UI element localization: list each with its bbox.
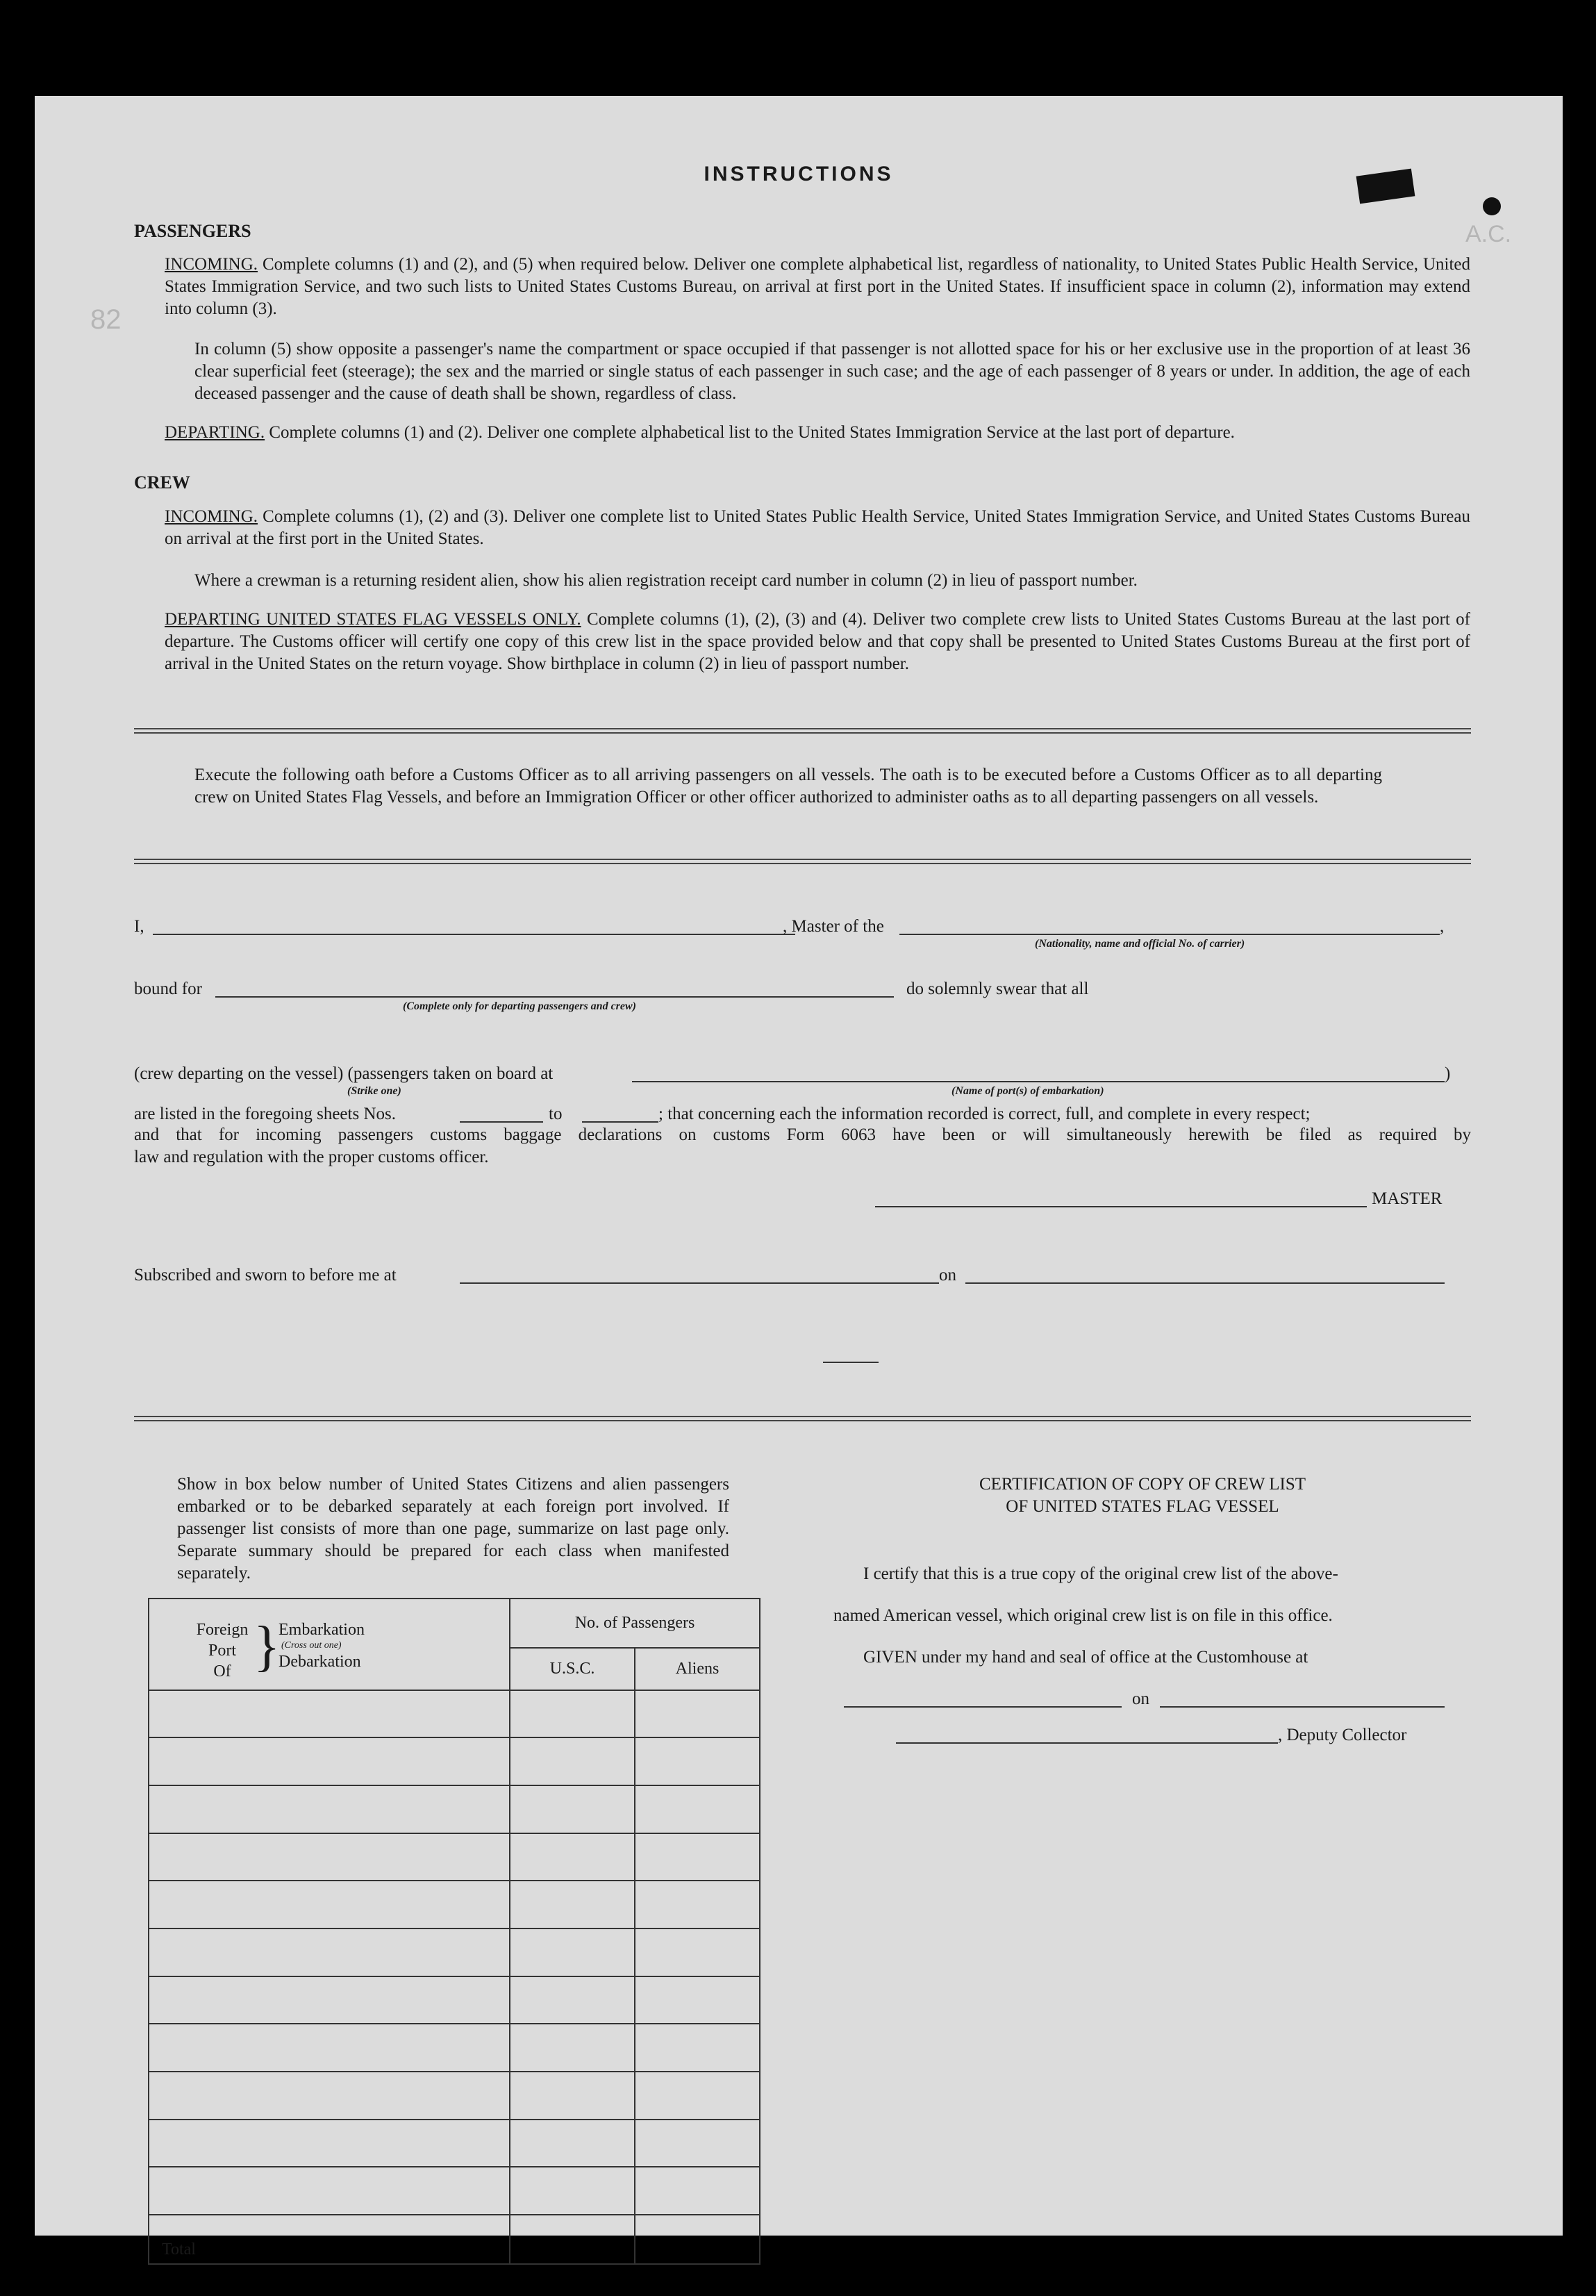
port-cell[interactable]	[149, 1929, 510, 1976]
section-divider	[134, 728, 1471, 734]
usc-cell[interactable]	[510, 1690, 635, 1738]
certification-on: on	[1132, 1690, 1149, 1708]
complete-only-hint: (Complete only for departing passengers and crew)	[403, 1000, 636, 1012]
certification-title-2: OF UNITED STATES FLAG VESSEL	[1006, 1497, 1279, 1516]
section-divider	[134, 1416, 1471, 1421]
usc-cell[interactable]	[510, 1833, 635, 1881]
port-cell[interactable]	[149, 1690, 510, 1738]
summary-row	[149, 2024, 760, 2072]
usc-cell[interactable]	[510, 2167, 635, 2215]
passengers-departing-label: DEPARTING.	[165, 423, 265, 442]
sworn-at-field[interactable]	[460, 1282, 939, 1284]
summary-row	[149, 2120, 760, 2167]
bleed-through-mark: 82	[90, 304, 122, 335]
foreign-label: Foreign	[196, 1620, 249, 1639]
of-label: Of	[213, 1662, 231, 1680]
master-name-field[interactable]	[153, 934, 795, 935]
usc-cell[interactable]	[510, 1929, 635, 1976]
crew-incoming-body: Complete columns (1), (2) and (3). Deliver one complete list to United States Public Health Service, United States Immigration Service, and United States Customs Bureau on arrival at the first port in the United States.	[165, 507, 1470, 548]
certification-line2: named American vessel, which original crew list is on file in this office.	[833, 1606, 1333, 1625]
sheet-from-field[interactable]	[460, 1121, 543, 1123]
certification-title-1: CERTIFICATION OF COPY OF CREW LIST	[979, 1475, 1306, 1494]
listed-rest: ; that concerning each the information recorded is correct, full, and complete in every respect;	[658, 1105, 1311, 1123]
passengers-departing-body: Complete columns (1) and (2). Deliver one complete alphabetical list to the United States Immigration Service at the last port of departure.	[269, 423, 1235, 442]
aliens-cell[interactable]	[635, 1881, 760, 1929]
passengers-incoming-body: Complete columns (1) and (2), and (5) when required below. Deliver one complete alphabetical list, regardless of nationality, to United States Public Health Service, United States Immigration Service, and two such lists to United States Customs Bureau, on arrival at first port in the United States. If insufficient space in column (2), information may extend into column (3).	[165, 255, 1471, 318]
port-header-cell	[149, 1599, 510, 1690]
sworn-on-field[interactable]	[965, 1282, 1445, 1284]
usc-cell[interactable]	[510, 1881, 635, 1929]
passengers-incoming-label: INCOMING.	[165, 255, 258, 274]
total-label: Total	[149, 2215, 510, 2264]
port-label: Port	[208, 1641, 236, 1660]
nationality-hint: (Nationality, name and official No. of carrier)	[1035, 938, 1245, 950]
strike-one-hint: (Strike one)	[347, 1085, 401, 1097]
embark-debark	[279, 1619, 365, 1672]
listed-line2: and that for incoming passengers customs baggage declarations on customs Form 6063 have been or will simultaneously herewith be filed as required by	[134, 1125, 1471, 1144]
bleed-through-mark: A.C.	[1465, 221, 1512, 247]
usc-cell[interactable]	[510, 1785, 635, 1833]
crew-departing-body: Complete columns (1), (2), (3) and (4). Deliver two complete crew lists to United States Customs Bureau at the last port of departure. The Customs officer will certify one copy of this crew list in the space provided below and that copy shall be presented to United States Customs Bureau at the first port of arrival in the United States on the return voyage. Show birthplace in column (2) in lieu of passport number.	[165, 610, 1470, 673]
certification-line1: I certify that this is a true copy of the original crew list of the above-	[863, 1564, 1338, 1583]
summary-row	[149, 1833, 760, 1881]
listed-line3: law and regulation with the proper customs officer.	[134, 1148, 489, 1166]
crew-departing-label: DEPARTING UNITED STATES FLAG VESSELS ONLY.	[165, 610, 581, 629]
certification-date-field[interactable]	[1160, 1706, 1445, 1708]
aliens-cell[interactable]	[635, 2072, 760, 2120]
aliens-cell[interactable]	[635, 1929, 760, 1976]
summary-row	[149, 1690, 760, 1738]
sworn-on-label: on	[939, 1266, 956, 1285]
listed-prefix: are listed in the foregoing sheets Nos.	[134, 1105, 396, 1123]
aliens-cell[interactable]	[635, 2024, 760, 2072]
aliens-cell[interactable]	[635, 2167, 760, 2215]
port-cell[interactable]	[149, 1785, 510, 1833]
listed-to: to	[549, 1105, 563, 1123]
aliens-header: Aliens	[635, 1648, 760, 1690]
port-cell[interactable]	[149, 1833, 510, 1881]
passengers-heading: PASSENGERS	[134, 221, 251, 241]
page-title: INSTRUCTIONS	[704, 163, 894, 185]
port-cell[interactable]	[149, 2120, 510, 2167]
crew-departing-text	[165, 609, 1470, 675]
aliens-cell[interactable]	[635, 1833, 760, 1881]
crew-incoming-label: INCOMING.	[165, 507, 258, 526]
aliens-cell[interactable]	[635, 1737, 760, 1785]
bound-for-label: bound for	[134, 980, 202, 998]
aliens-cell[interactable]	[635, 2120, 760, 2167]
swear-text: do solemnly swear that all	[906, 980, 1089, 998]
summary-row	[149, 1929, 760, 1976]
carrier-field[interactable]	[899, 934, 1440, 935]
document-sheet	[35, 96, 1563, 2258]
section-divider	[134, 859, 1471, 864]
passengers-departing-text	[165, 422, 1470, 444]
column5-text: In column (5) show opposite a passenger's name the compartment or space occupied if that passenger is not allotted space for his or her exclusive use in the proportion of at least 36 clear superficial feet (steerage); the sex and the married or single status of each passenger in such case; and the age of each passenger of 8 years or under. In addition, the age of each deceased passenger and the cause of death shall be shown, regardless of class.	[194, 340, 1470, 403]
summary-row	[149, 1881, 760, 1929]
ports-hint: (Name of port(s) of embarkation)	[951, 1085, 1104, 1097]
debarkation-label: Debarkation	[279, 1652, 361, 1671]
port-cell[interactable]	[149, 1976, 510, 2024]
total-aliens-cell[interactable]	[635, 2215, 760, 2264]
usc-cell[interactable]	[510, 2120, 635, 2167]
foreign-port-of	[191, 1619, 253, 1682]
crew-heading: CREW	[134, 472, 190, 493]
summary-text: Show in box below number of United States Citizens and alien passengers embarked or to be debarked separately at each foreign port involved. If passenger list consists of more than one page, summarize on last page only. Separate summary should be prepared for each class when manifested separately.	[177, 1475, 729, 1583]
passengers-incoming-text	[165, 254, 1470, 320]
passenger-summary-table	[148, 1598, 760, 2265]
customhouse-field[interactable]	[844, 1706, 1122, 1708]
comma: ,	[1440, 917, 1445, 936]
usc-cell[interactable]	[510, 1737, 635, 1785]
brace: }	[253, 1615, 281, 1677]
oath-intro: Execute the following oath before a Customs Officer as to all arriving passengers on all vessels. The oath is to be executed before a Customs Officer as to all departing crew on United States Flag Vessels, and before an Immigration Officer or other officer authorized to administer oaths as to all departing passengers on all vessels.	[194, 766, 1382, 807]
usc-cell[interactable]	[510, 2072, 635, 2120]
port-cell[interactable]	[149, 2072, 510, 2120]
deputy-collector-label: , Deputy Collector	[1278, 1726, 1407, 1744]
embarkation-label: Embarkation	[279, 1620, 365, 1639]
aliens-cell[interactable]	[635, 1785, 760, 1833]
embarkation-ports-field[interactable]	[632, 1081, 1445, 1082]
short-rule	[823, 1362, 879, 1363]
crew-incoming-text	[165, 506, 1470, 550]
aliens-cell[interactable]	[635, 1690, 760, 1738]
cross-out-hint: (Cross out one)	[281, 1640, 342, 1651]
aliens-cell[interactable]	[635, 1976, 760, 2024]
total-usc-cell[interactable]	[510, 2215, 635, 2264]
sheet-to-field[interactable]	[582, 1121, 658, 1123]
deputy-signature-field[interactable]	[896, 1742, 1278, 1744]
summary-row	[149, 2072, 760, 2120]
crew-passengers-text: (crew departing on the vessel) (passengers taken on board at	[134, 1064, 554, 1083]
ink-blot	[1483, 197, 1501, 215]
port-cell[interactable]	[149, 2024, 510, 2072]
usc-header: U.S.C.	[510, 1648, 635, 1690]
summary-row	[149, 1976, 760, 2024]
no-of-passengers-header: No. of Passengers	[510, 1599, 760, 1648]
usc-cell[interactable]	[510, 1976, 635, 2024]
summary-row	[149, 1785, 760, 1833]
summary-row	[149, 2167, 760, 2215]
port-cell[interactable]	[149, 1881, 510, 1929]
certification-line3: GIVEN under my hand and seal of office at the Customhouse at	[863, 1648, 1308, 1667]
master-label: MASTER	[1372, 1189, 1443, 1208]
close-paren: )	[1445, 1064, 1451, 1083]
port-cell[interactable]	[149, 1737, 510, 1785]
crew-resident-text: Where a crewman is a returning resident alien, show his alien registration receipt card number in column (2) in lieu of passport number.	[194, 571, 1138, 590]
oath-master-of: , Master of the	[783, 917, 884, 936]
usc-cell[interactable]	[510, 2024, 635, 2072]
summary-row	[149, 1737, 760, 1785]
master-signature-field[interactable]	[875, 1206, 1367, 1207]
oath-i-label: I,	[134, 917, 144, 936]
subscribed-text: Subscribed and sworn to before me at	[134, 1266, 397, 1285]
bound-for-field[interactable]	[215, 996, 894, 998]
port-cell[interactable]	[149, 2167, 510, 2215]
